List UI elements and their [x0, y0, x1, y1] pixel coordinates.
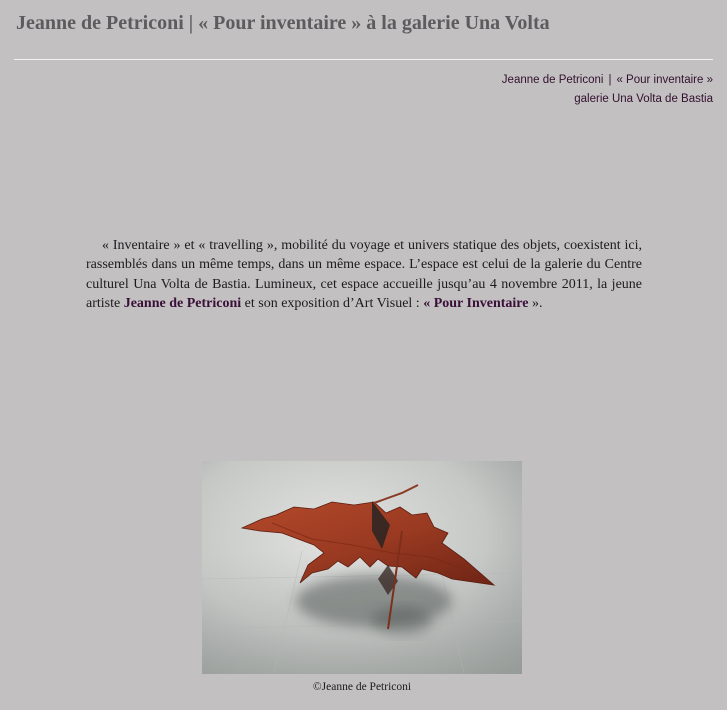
- article-intro-paragraph: [86, 236, 642, 313]
- subtitle-exhibition-name: « Pour inventaire »: [616, 74, 713, 86]
- red-leaf-photo: [202, 461, 522, 674]
- intro-text-2: et son exposition d’Art Visuel :: [241, 295, 424, 311]
- subtitle-venue: galerie Una Volta de Bastia: [574, 93, 713, 105]
- intro-text-3: ».: [528, 295, 543, 311]
- photo-caption: ©Jeanne de Petriconi: [312, 681, 412, 693]
- exhibition-link[interactable]: « Pour Inventaire: [423, 295, 529, 311]
- title-divider: [14, 59, 713, 60]
- page-title: Jeanne de Petriconi | « Pour inventaire » à la galerie Una Volta: [16, 12, 550, 34]
- subtitle-separator: |: [608, 74, 612, 86]
- artist-link[interactable]: Jeanne de Petriconi: [123, 295, 242, 311]
- article-subtitle: [502, 71, 713, 109]
- subtitle-line-1: [502, 71, 713, 90]
- subtitle-artist-name: Jeanne de Petriconi: [501, 74, 604, 86]
- intro-text-1: « Inventaire » et « travelling », mobilité du voyage et univers statique des objets, coexistent ici, rassemblés dans un même temps, dans un même espace. L’espace est celui de la galerie du Centre culturel Una Volta de Bastia. Lumineux, cet espace accueille jusqu’au 4 novembre 2011, la jeune artiste: [86, 238, 642, 311]
